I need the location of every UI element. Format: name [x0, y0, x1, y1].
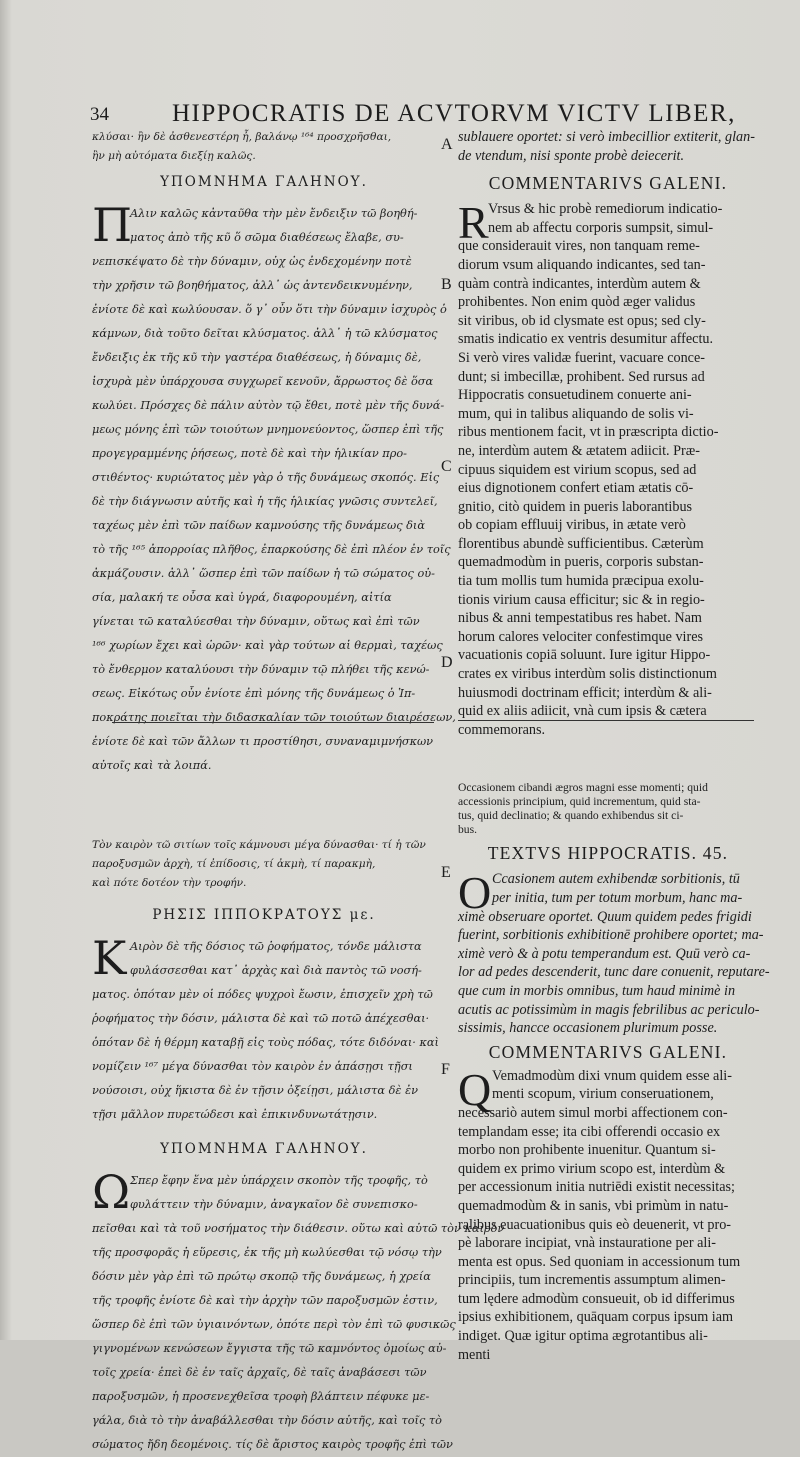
drop-cap: Q [458, 1063, 492, 1115]
margin-letter-f: F [441, 1061, 450, 1078]
greek-column [92, 128, 505, 1457]
latin-section-summary: Occasionem cibandi ægros magni esse momenti; quid accessionis principium, quid incrementum, quid sta- tus, quid declinatio; & quando exhibendus sit ci- bus. [458, 781, 708, 837]
latin-column [458, 128, 770, 1364]
section-divider-right [458, 720, 754, 721]
latin-commentary-1 [458, 197, 758, 739]
latin-heading-commentary-2: COMMENTARIVS GALENI. [488, 1041, 728, 1062]
margin-letter-b: B [441, 276, 452, 293]
margin-letter-d: D [441, 654, 453, 671]
latin-text-continuation: sublauere oportet: si verò imbecillior extiterit, glan- de vtendum, nisi sponte probè deiecerit. [458, 129, 755, 164]
greek-section-summary: Τὸν καιρὸν τῶ σιτίων τοῖς κάμνουσι μέγα δύνασθαι· τί ἡ τῶν παροξυσμῶν ἀρχὴ, τί ἐπίδοσις, τί ἀκμὴ, τί παρακμὴ, καὶ πότε δοτέον τὴν τροφήν. [92, 839, 426, 889]
greek-text-continuation: κλύσαι· ἢν δὲ ἀσθενεστέρη ἦ, βαλάνῳ ¹⁶⁴ προσχρῆσθαι, ἢν μὴ αὐτόματα διεξίῃ καλῶς. [92, 131, 392, 162]
drop-cap: Ω [92, 1165, 131, 1219]
paragraph-line: Αιρὸν δὲ τῆς δόσιος τῶ ῥοφήματος, τόνδε μάλιστα [130, 940, 422, 953]
running-title: HIPPOCRATIS DE ACVTORVM VICTV LIBER, [172, 100, 736, 127]
margin-letter-c: C [441, 458, 452, 475]
greek-commentary-2 [92, 1165, 505, 1457]
paragraph-line: φυλάττειν τὴν δύναμιν, ἀναγκαῖον δὲ συνεπισκο- [130, 1198, 418, 1211]
paragraph-line: Αλιν καλῶς κἀνταῦθα τὴν μὲν ἔνδειξιν τῶ βοηθή- [130, 207, 418, 220]
margin-letter-e: E [441, 864, 451, 881]
margin-letter-a: A [441, 136, 453, 153]
paragraph-line: ματος ἀπὸ τῆς κῦ ὅ σῶμα διαθέσεως ἔλαβε, συ- [130, 231, 404, 244]
latin-heading-commentary: COMMENTARIVS GALENI. [488, 173, 728, 194]
greek-hippocrates-text [92, 931, 439, 1127]
latin-hippocrates-text [458, 867, 770, 1037]
paragraph-line: Vemadmodùm dixi vnum quidem esse ali- [492, 1067, 732, 1084]
drop-cap: O [458, 867, 492, 919]
paragraph-body: necessariò autem simul morbi affectionem con- templandam esse; ita cibi offerendi occasio ex morbo non prohibente inuenitur. Quantum si- quidem ex primo virium scopo est, interdùm & per accessionum initia nutriēdi existit necessitas; quemadmodùm & in sanis, vbi primùm in natu- ralibus euacuationibus quis eò deuenerit, vt pro- pè laborare incipiat, vnà instauratione per ali- menta est opus. Sed quoniam in accessionum tum principiis, tum incrementis assumptum alimen- tum lędere admodùm consueuit, ob id differimus ipsius exhibitionem, quāquam corpus ipsum iam indiget. Quæ igitur optima ægrotantibus ali- menti [458, 1104, 741, 1363]
greek-heading-commentary-2: ΥΠΟΜΝΗΜΑ ΓΑΛΗΝΟΥ. [160, 1141, 368, 1157]
greek-heading-text: ΡΗΣΙΣ ΙΠΠΟΚΡΑΤΟΥΣ με. [152, 907, 376, 923]
section-divider-left [112, 722, 434, 723]
paragraph-line: per initia, tum per totum morbum, hanc ma- [492, 890, 743, 906]
page-number: 34 [90, 104, 109, 125]
paragraph-body: πεῖσθαι καὶ τὰ τοῦ νοσήματος τὴν διάθεσιν. οὕτω καὶ αὐτῶ τὸν καιρὸν τῆς προσφορᾶς ἡ εὕρεσις, ἐκ τῆς μὴ κωλύεσθαι τῷ νόσῳ τὴν δόσιν μὲν γὰρ ἐπὶ τῶ πρώτῳ σκοπῷ τῆς δυνάμεως, ἡ χρεία τῆς τροφῆς ἐνίοτε δὲ καὶ τὴν ἀρχὴν τῶν παροξυσμῶν ἐστιν, ὥσπερ δὲ ἐπὶ τῶν ὑγιαινόντων, ὁπότε περὶ τὸν ἐπὶ τῶ φυσικῶς γιγνομένων κενώσεων ἔγγιστα τῆς τῶ καμνόντος ὁμοίως αὐ- τοῖς χρεία· ἐπεὶ δὲ ἐν ταῖς ἀρχαῖς, δὲ ταῖς ἀναβάσεσι τῶν παροξυσμῶν, ἡ προσενεχθεῖσα τροφὴ βλάπτειν πέφυκε με- γάλα, διὰ τὸ τὴν ἀναβάλλεσθαι τὴν δόσιν αὐτῆς, καὶ τοῖς τὸ σώματος ἤδη δεομένοις. τίς δὲ ἄριστος καιρὸς τροφῆς ἐπὶ τῶν [92, 1222, 505, 1451]
latin-heading-text: TEXTVS HIPPOCRATIS. 45. [487, 843, 729, 864]
drop-cap: Κ [92, 931, 127, 985]
paragraph-body: ximè obseruare oportet. Quum quidem pedes frigidi fuerint, sorbitionis exhibitionē prohibere oportet; ma- ximè verò & à potu temperandum est. Quū verò ca- lor ad pedes descenderit, tunc dare conuenit, reputare- que cum in morbis omnibus, tum haud minimè in acutis ac potissimùm in magis febrilibus ac periculo- sissimis, hancce occasionem plurimum posse. [458, 908, 770, 1037]
latin-commentary-2 [458, 1063, 758, 1365]
greek-commentary-1 [92, 198, 456, 778]
drop-cap: Π [92, 198, 133, 252]
paragraph-line: φυλάσσεσθαι κατ᾽ ἀρχὰς καὶ διὰ παντὸς τῶ νοσή- [130, 964, 422, 977]
paragraph-body: ματος. ὁπόταν μὲν οἱ πόδες ψυχροὶ ἔωσιν, ἐπισχεῖν χρὴ τῶ ῥοφήματος τὴν δόσιν, μάλιστα δὲ καὶ τῶ ποτῶ ἀπέχεσθαι· ὁπόταν δὲ ἡ θέρμη καταβῇ εἰς τοὺς πόδας, τότε διδόναι· καὶ νομίζειν ¹⁶⁷ μέγα δύνασθαι τὸν καιρὸν ἐν ἁπάσῃσι τῇσι νούσοισι, οὐχ ἥκιστα δὲ ἐν τῇσιν ὀξείῃσι, μάλιστα δὲ ἐν τῇσι μᾶλλον πυρετώδεσι καὶ ἐπικινδυνωτάτῃσιν. [92, 988, 439, 1121]
paragraph-line: Vrsus & hic probè remediorum indicatio- [488, 201, 723, 218]
paragraph-line: Ccasionem autem exhibendæ sorbitionis, tū [492, 871, 740, 888]
paragraph-body: νεπισκέψατο δὲ τὴν δύναμιν, οὐχ ὡς ἐνδεχομένην ποτὲ τὴν χρῆσιν τῶ βοηθήματος, ἀλλ᾽ ὡς ἀντενδεικνυμένην, ἐνίοτε δὲ καὶ κωλύουσαν. ὅ γ᾽ οὖν ὅτι τὴν δύναμιν ἰσχυρὸς ὁ κάμνων, διὰ τοῦτο δεῖται κλύσματος. ἀλλ᾽ ἡ τῶ κλύσματος ἔνδειξις ἐκ τῆς κῦ τὴν γαστέρα διαθέσεως, ἡ δύναμις δὲ, ἰσχυρὰ μὲν ὑπάρχουσα συγχωρεῖ κενοῦν, ἄρρωστος δὲ ὅσα κωλύει. Πρόσχες δὲ πάλιν αὐτὸν τῷ ἔθει, ποτὲ μὲν τῆς δυνά- μεως μόνης ἐπὶ τῶν τοιούτων μνημονεύοντος, ὥσπερ ἐπὶ τῆς προγεγραμμένης ῥήσεως, ποτὲ δὲ καὶ τὴν ἡλικίαν προ- στιθέντος· κυριώτατος μὲν γὰρ ὁ τῆς δυνάμεως σκοπός. Εἰς δὲ τὴν διάγνωσιν αὐτῆς καὶ ἡ τῆς ἡλικίας γνῶσις συντελεῖ, ταχέως μὲν ἐπὶ τῶν παίδων καμνούσης τῆς δυνάμεως διὰ τὸ τῆς ¹⁶⁵ ἀπορροίας πλῆθος, ἐπαρκούσης δὲ ἐπὶ πλέον ἐν τοῖς ἀκμάζουσιν. ἀλλ᾽ ὥσπερ ἐπὶ τῶν παίδων ἡ τῶ σώματος οὐ- σία, μαλακή τε οὖσα καὶ ὑγρά, διαφορουμένη, αἰτία γίνεται τῶ καταλύεσθαι τὴν δύναμιν, οὕτως καὶ ἐπὶ τῶν ¹⁶⁶ χωρίων ἔχει καὶ ὡρῶν· καὶ γὰρ τούτων αἱ θερμαὶ, ταχέως τὸ ἔνθερμον καταλύουσι τὴν δύναμιν τῷ πλήθει τῆς κενώ- σεως. Εἰκότως οὖν ἐνίοτε ἐπὶ μόνης τῆς δυνάμεως ὁ Ἱπ- ποκράτης ποιεῖται τὴν διδασκαλίαν τῶν τοιούτων διαιρέσεων, ἐνίοτε δὲ καὶ τῶν ἄλλων τι προστίθησι, συναναμιμνήσκων αὐτοῖς καὶ τὰ λοιπά. [92, 255, 456, 772]
paragraph-body: que considerauit vires, non tanquam reme- diorum vsum aliquando indicantes, sed tan- quàm contrà indicantes, interdùm autem & prohibentes. Non enim quòd æger validus sit viribus, ob id clysmate est opus; sed cly- smatis indicatio ex ventris desumitur affectu. Si verò vires validæ fuerint, vacuare conce- dunt; si imbecillæ, prohibent. Sed rursus ad Hippocratis consuetudinem conuerte ani- mum, qui in talibus aliquando de solis vi- ribus mentionem facit, vt in præscripta dictio- ne, interdùm autem & ætatem adiicit. Præ- cipuus siquidem est virium scopus, sed ad eius dignotionem confert etiam ætatis cō- gnitio, citò quidem in pueris laborantibus ob copiam effluuij viribus, in ætate verò florentibus abundè sufficientibus. Cæterùm quemadmodùm in pueris, corporis substan- tia tum mollis tum humida præcipua exolu- tionis virium causa efficitur; sic & in regio- nibus & anni tempestatibus res habet. Nam horum calores velociter confestimque vires vacuationis copiā soluunt. Iure igitur Hippo- crates ex viribus interdùm solis distinctionum huiusmodi doctrinam efficit; interdùm & ali- quid ex aliis adiicit, vnà cum ipsis & cætera commemorans. [458, 238, 719, 738]
paragraph-line: Σπερ ἔφην ἕνα μὲν ὑπάρχειν σκοπὸν τῆς τροφῆς, τὸ [130, 1174, 428, 1187]
drop-cap: R [458, 197, 489, 249]
paragraph-line: nem ab affectu corporis sumpsit, simul- [488, 219, 714, 236]
paragraph-line: menti scopum, virium conseruationem, [492, 1086, 714, 1103]
greek-heading-commentary: ΥΠΟΜΝΗΜΑ ΓΑΛΗΝΟΥ. [160, 174, 368, 190]
